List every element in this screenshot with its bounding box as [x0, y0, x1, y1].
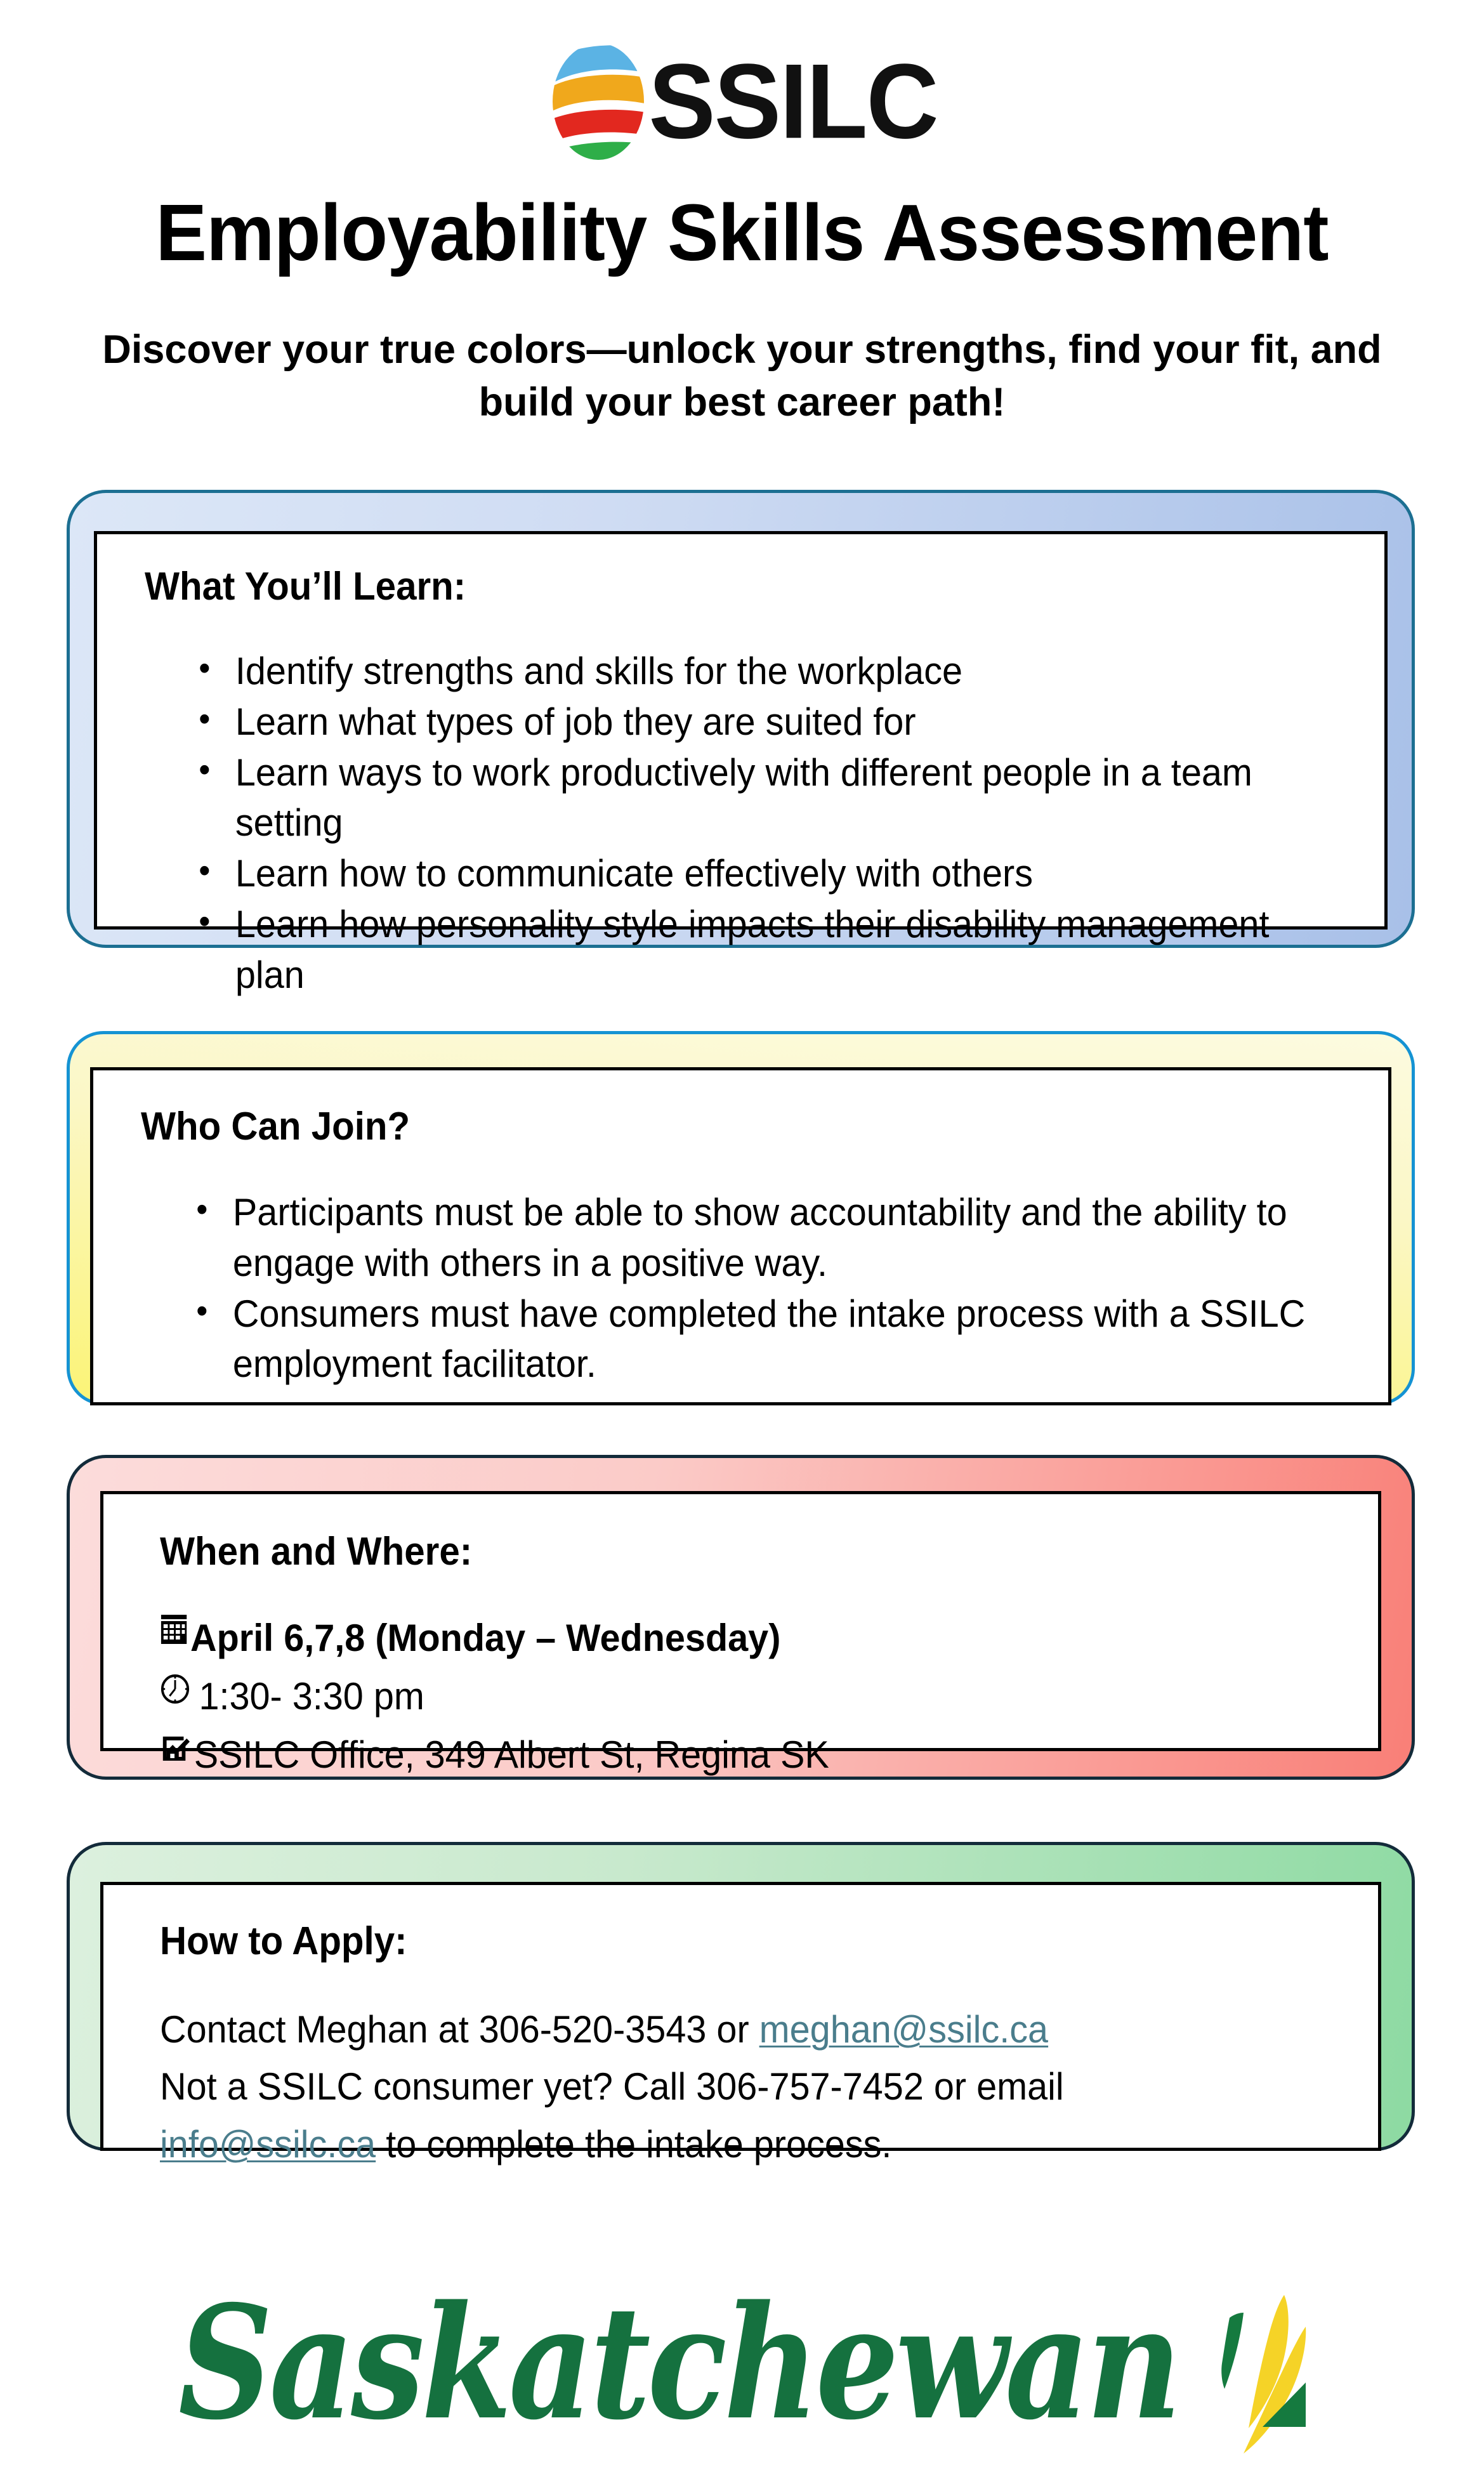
panel-heading-learn: What You’ll Learn:: [145, 565, 466, 608]
page-subtitle: [25, 324, 1459, 429]
panel-how-to-apply: [67, 1842, 1415, 2165]
panel-when-and-where: [67, 1455, 1415, 1780]
panel-body: [160, 1529, 1327, 1780]
contact-line-2: Not a SSILC consumer yet? Call 306-757-7452 or email: [160, 2065, 1064, 2108]
panel-heading-when: When and Where:: [160, 1530, 473, 1574]
list-item: • Consumers must have completed the intake process with a SSILC employment facilitator.: [185, 1289, 1306, 1390]
event-time-text: 1:30- 3:30 pm: [199, 1675, 424, 1718]
learn-bullet-list: [188, 646, 1350, 1001]
event-time-row: [160, 1672, 1280, 1721]
house-pencil-icon: [160, 1730, 192, 1763]
email-link-info[interactable]: info@ssilc.ca: [160, 2122, 376, 2165]
panel-body: [145, 564, 1350, 1001]
clock-icon: [160, 1672, 190, 1705]
ssilc-logo: [0, 25, 1484, 178]
saskatchewan-logo: [0, 2256, 1484, 2471]
calendar-icon: [160, 1613, 188, 1645]
list-item: • Learn what types of job they are suited for: [188, 697, 1304, 747]
contact-line-3: [160, 2119, 1280, 2170]
list-item: • Learn how personality style impacts their disability management plan: [188, 899, 1304, 1001]
ssilc-wordmark: SSILC: [648, 42, 938, 161]
ssilc-globe-logo-icon: [546, 38, 651, 165]
contact-text: to complete the intake process.: [376, 2122, 892, 2165]
panel-body: [160, 1919, 1327, 2170]
panel-what-youll-learn: [67, 490, 1415, 996]
event-location-text: SSILC Office, 349 Albert St, Regina SK: [194, 1733, 829, 1776]
event-date-text: April 6,7,8 (Monday – Wednesday): [190, 1617, 781, 1659]
list-item: • Participants must be able to show accountability and the ability to engage with others in a positive way.: [185, 1187, 1306, 1289]
saskatchewan-wheat-emblem-icon: [1184, 2268, 1308, 2459]
event-location-row: [160, 1730, 1280, 1780]
panel-body: [141, 1104, 1353, 1390]
panel-heading-join: Who Can Join?: [141, 1105, 410, 1148]
panel-heading-apply: How to Apply:: [160, 1919, 407, 1963]
list-item: • Learn ways to work productively with different people in a team setting: [188, 747, 1304, 849]
subtitle-line-2: build your best career path!: [478, 380, 1006, 425]
email-link-meghan[interactable]: meghan@ssilc.ca: [759, 2008, 1049, 2051]
event-date-row: [160, 1613, 1280, 1663]
contact-text: Contact Meghan at 306-520-3543 or: [160, 2008, 759, 2051]
saskatchewan-wordmark: Saskatchewan: [178, 2272, 1179, 2455]
join-bullet-list: [185, 1187, 1353, 1390]
list-item: • Learn how to communicate effectively with others: [188, 848, 1304, 899]
page-title: Employability Skills Assessment: [155, 188, 1329, 277]
list-item: • Identify strengths and skills for the workplace: [188, 646, 1304, 697]
contact-line-1: [160, 2004, 1280, 2055]
subtitle-line-1: Discover your true colors—unlock your strengths, find your fit, and: [102, 327, 1382, 372]
panel-who-can-join: [67, 1031, 1415, 1405]
